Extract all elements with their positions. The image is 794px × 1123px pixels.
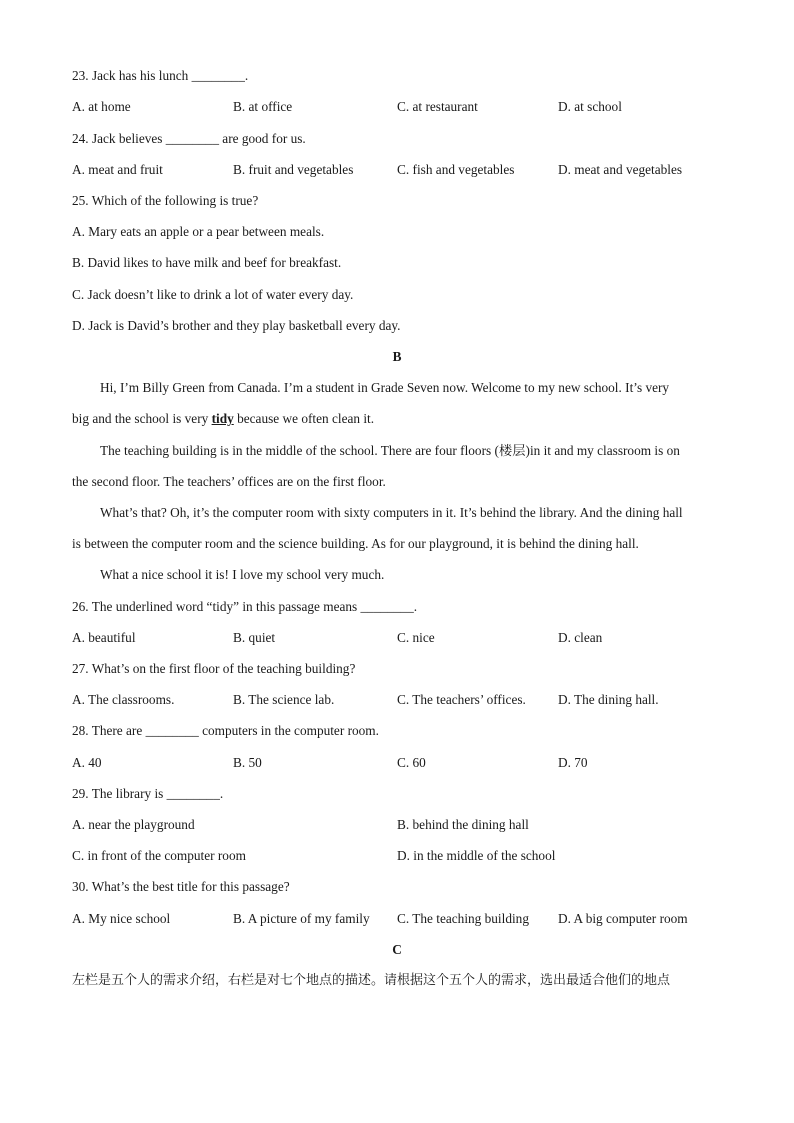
passage-b-p3-line2: is between the computer room and the science building. As for our playground, it is behind the dining hall. <box>72 536 639 551</box>
q24-option-c: C. fish and vegetables <box>397 162 515 177</box>
passage-b-p4-line1: What a nice school it is! I love my school very much. <box>100 567 385 582</box>
q28-option-c: C. 60 <box>397 755 426 770</box>
q28-option-d: D. 70 <box>558 755 588 770</box>
q28-option-a: A. 40 <box>72 755 102 770</box>
passage-text: big and the school is very <box>72 411 212 426</box>
question-25-stem: 25. Which of the following is true? <box>72 193 259 208</box>
q23-option-b: B. at office <box>233 99 293 114</box>
question-30-stem: 30. What’s the best title for this passage? <box>72 879 290 894</box>
section-c-heading: C <box>392 942 402 957</box>
q25-option-a: A. Mary eats an apple or a pear between meals. <box>72 224 325 239</box>
underlined-word-tidy: tidy <box>211 411 234 426</box>
passage-b-p1-line1: Hi, I’m Billy Green from Canada. I’m a student in Grade Seven now. Welcome to my new school. It’s very <box>100 380 670 395</box>
q24-option-d: D. meat and vegetables <box>558 162 683 177</box>
question-24-stem: 24. Jack believes ________ are good for us. <box>72 131 306 146</box>
q25-option-d: D. Jack is David’s brother and they play basketball every day. <box>72 318 401 333</box>
q26-option-a: A. beautiful <box>72 630 136 645</box>
q23-option-a: A. at home <box>72 99 131 114</box>
q23-option-d: D. at school <box>558 99 622 114</box>
q29-option-b: B. behind the dining hall <box>397 817 529 832</box>
q24-option-a: A. meat and fruit <box>72 162 163 177</box>
q23-option-c: C. at restaurant <box>397 99 478 114</box>
q25-option-c: C. Jack doesn’t like to drink a lot of water every day. <box>72 287 354 302</box>
q27-option-d: D. The dining hall. <box>558 692 659 707</box>
question-29-stem: 29. The library is ________. <box>72 786 224 801</box>
q30-option-b: B. A picture of my family <box>233 911 370 926</box>
q27-option-a: A. The classrooms. <box>72 692 175 707</box>
q29-option-c: C. in front of the computer room <box>72 848 246 863</box>
section-b-heading: B <box>392 349 402 364</box>
q26-option-d: D. clean <box>558 630 603 645</box>
q29-option-a: A. near the playground <box>72 817 195 832</box>
question-27-stem: 27. What’s on the first floor of the teaching building? <box>72 661 356 676</box>
q27-option-b: B. The science lab. <box>233 692 335 707</box>
q25-option-b: B. David likes to have milk and beef for breakfast. <box>72 255 342 270</box>
q28-option-b: B. 50 <box>233 755 262 770</box>
q26-option-c: C. nice <box>397 630 435 645</box>
passage-b-p1-line2 <box>72 411 374 427</box>
q27-option-c: C. The teachers’ offices. <box>397 692 526 707</box>
passage-b-p2-line1: The teaching building is in the middle of the school. There are four floors (楼层)in it and my classroom is on <box>100 443 680 458</box>
q30-option-a: A. My nice school <box>72 911 171 926</box>
q26-option-b: B. quiet <box>233 630 276 645</box>
question-23-stem: 23. Jack has his lunch ________. <box>72 68 249 83</box>
q30-option-d: D. A big computer room <box>558 911 688 926</box>
question-26-stem: 26. The underlined word “tidy” in this passage means ________. <box>72 599 418 614</box>
passage-b-p3-line1: What’s that? Oh, it’s the computer room with sixty computers in it. It’s behind the library. And the dining hall <box>100 505 683 520</box>
question-28-stem: 28. There are ________ computers in the computer room. <box>72 723 379 738</box>
q29-option-d: D. in the middle of the school <box>397 848 556 863</box>
passage-b-p2-line2: the second floor. The teachers’ offices are on the first floor. <box>72 474 386 489</box>
passage-text: because we often clean it. <box>233 411 375 426</box>
q30-option-c: C. The teaching building <box>397 911 529 926</box>
section-c-intro: 左栏是五个人的需求介绍，右栏是对七个地点的描述。请根据这个五个人的需求，选出最适合他们的地点 <box>72 973 671 988</box>
q24-option-b: B. fruit and vegetables <box>233 162 354 177</box>
